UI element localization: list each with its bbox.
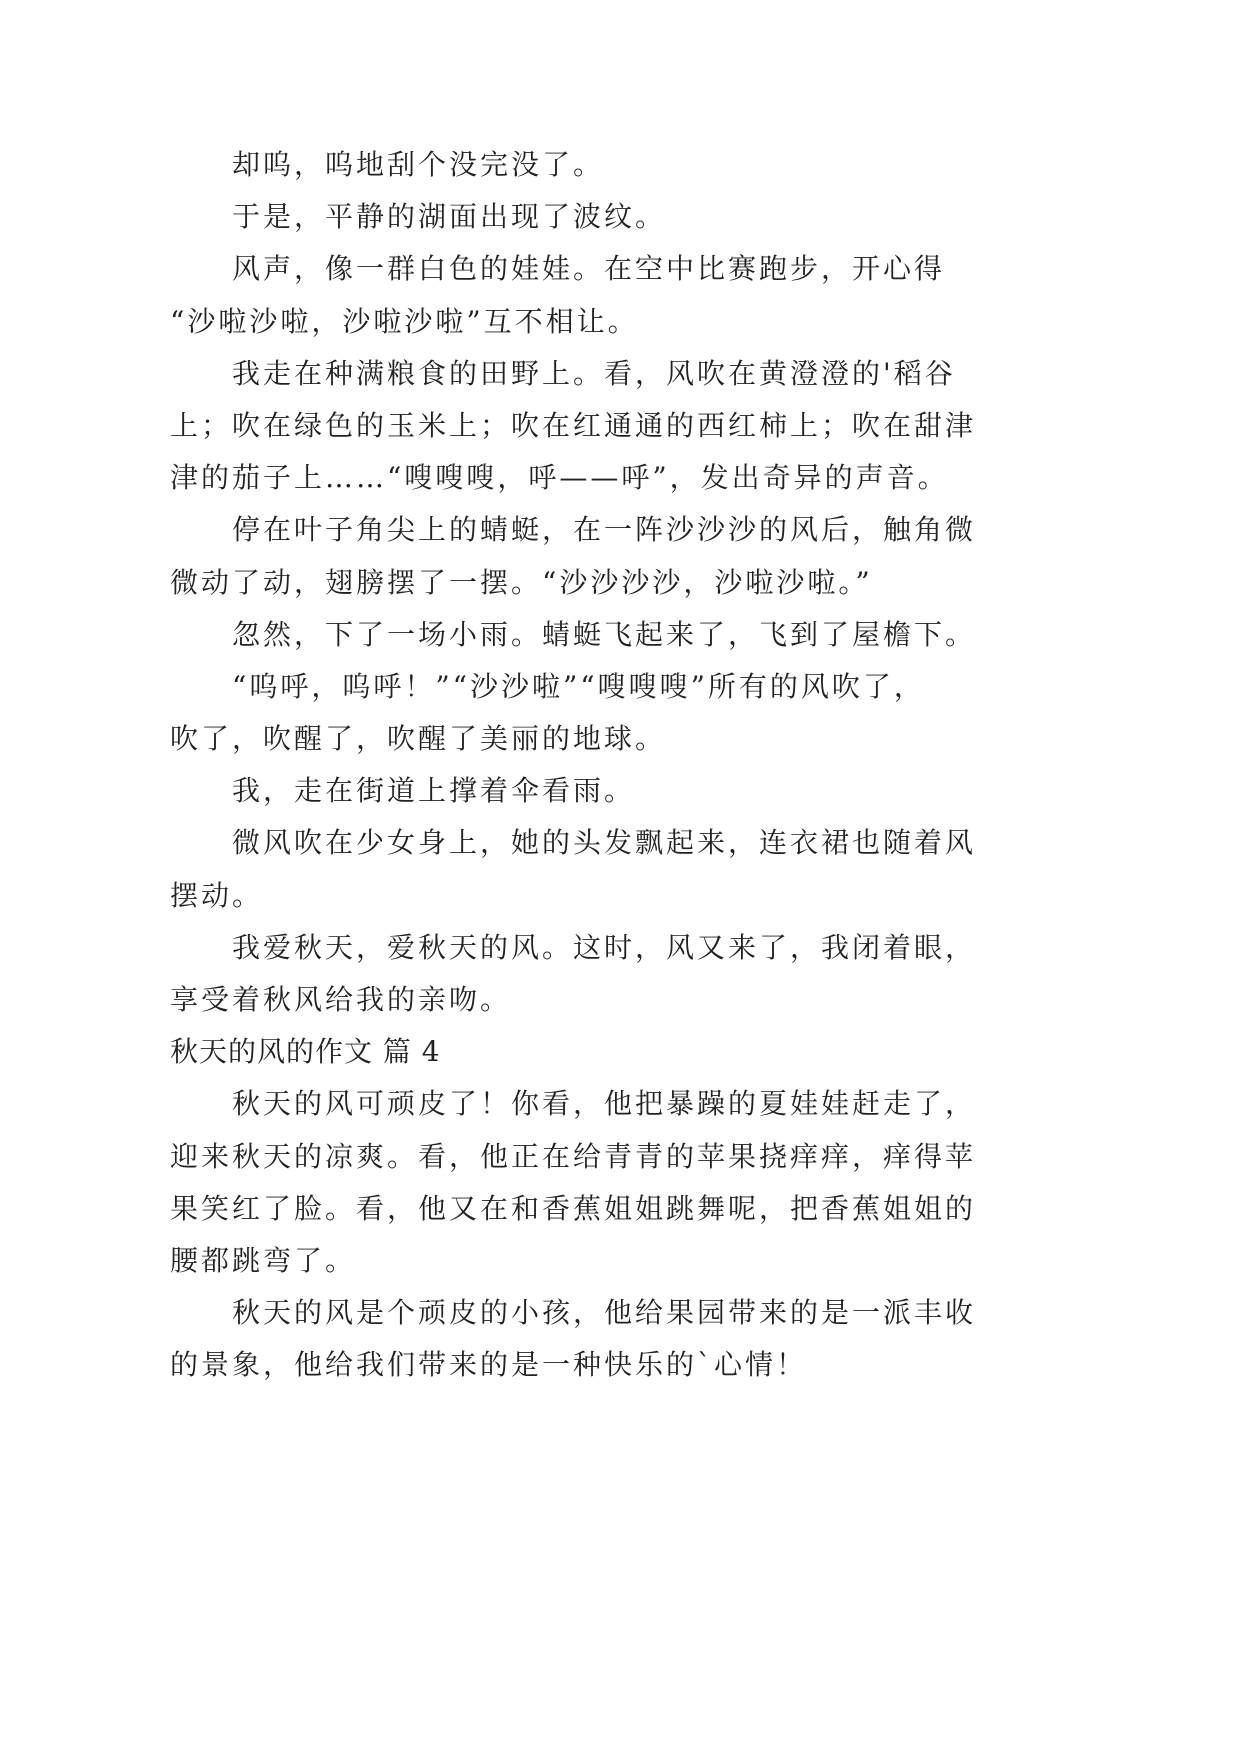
text-line: 却呜，呜地刮个没完没了。 <box>232 148 605 181</box>
paragraph <box>170 139 970 191</box>
text-line: 我走在种满粮食的田野上。看，风吹在黄澄澄的'稻谷 <box>232 356 956 390</box>
paragraph <box>170 504 977 608</box>
paragraph <box>170 1078 977 1287</box>
text-line: “呜呼，呜呼！”“沙沙啦”“嗖嗖嗖”所有的风吹了， <box>232 669 925 703</box>
paragraph <box>170 348 977 505</box>
text-line: 的景象，他给我们带来的是一种快乐的`心情！ <box>170 1348 808 1382</box>
text-line: 微风吹在少女身上，她的头发飘起来，连衣裙也随着风 <box>232 826 977 860</box>
text-line: 上；吹在绿色的玉米上；吹在红通通的西红柿上；吹在甜津 <box>170 408 977 442</box>
text-line: 停在叶子角尖上的蜻蜓，在一阵沙沙沙的风后，触角微 <box>232 513 977 547</box>
text-line: 秋天的风是个顽皮的小孩，他给果园带来的是一派丰收 <box>232 1296 977 1330</box>
text-line: 津的茄子上……“嗖嗖嗖，呼——呼”，发出奇异的声音。 <box>170 461 949 495</box>
text-line: 忽然，下了一场小雨。蜻蜓飞起来了，飞到了屋檐下。 <box>232 617 977 651</box>
paragraph <box>170 1287 977 1391</box>
section-heading: 秋天的风的作文 篇 4 <box>170 1035 441 1069</box>
text-line: 迎来秋天的凉爽。看，他正在给青青的苹果挠痒痒，痒得苹 <box>170 1139 977 1173</box>
text-line: 享受着秋风给我的亲吻。 <box>170 983 512 1016</box>
paragraph <box>170 243 970 347</box>
text-line: 果笑红了脸。看，他又在和香蕉姐姐跳舞呢，把香蕉姐姐的 <box>170 1191 977 1225</box>
text-line: 我，走在街道上撑着伞看雨。 <box>232 774 636 808</box>
text-line: 腰都跳弯了。 <box>170 1243 357 1277</box>
text-line: “沙啦沙啦，沙啦沙啦”互不相让。 <box>170 304 639 338</box>
text-line: 吹了，吹醒了，吹醒了美丽的地球。 <box>170 722 667 756</box>
text-line: 微动了动，翅膀摆了一摆。“沙沙沙沙，沙啦沙啦。” <box>170 565 873 599</box>
paragraph <box>170 765 970 817</box>
paragraph <box>170 191 970 243</box>
text-line: 我爱秋天，爱秋天的风。这时，风又来了，我闭着眼， <box>232 930 977 964</box>
paragraph <box>170 922 977 1026</box>
text-line: 摆动。 <box>170 878 264 912</box>
document-page <box>170 139 977 1392</box>
text-line: 风声，像一群白色的娃娃。在空中比赛跑步，开心得 <box>232 252 946 286</box>
paragraph <box>170 817 977 921</box>
paragraph <box>170 609 977 661</box>
text-line: 秋天的风可顽皮了！你看，他把暴躁的夏娃娃赶走了， <box>232 1087 977 1121</box>
paragraph <box>170 661 970 765</box>
text-line: 于是，平静的湖面出现了波纹。 <box>232 200 667 234</box>
